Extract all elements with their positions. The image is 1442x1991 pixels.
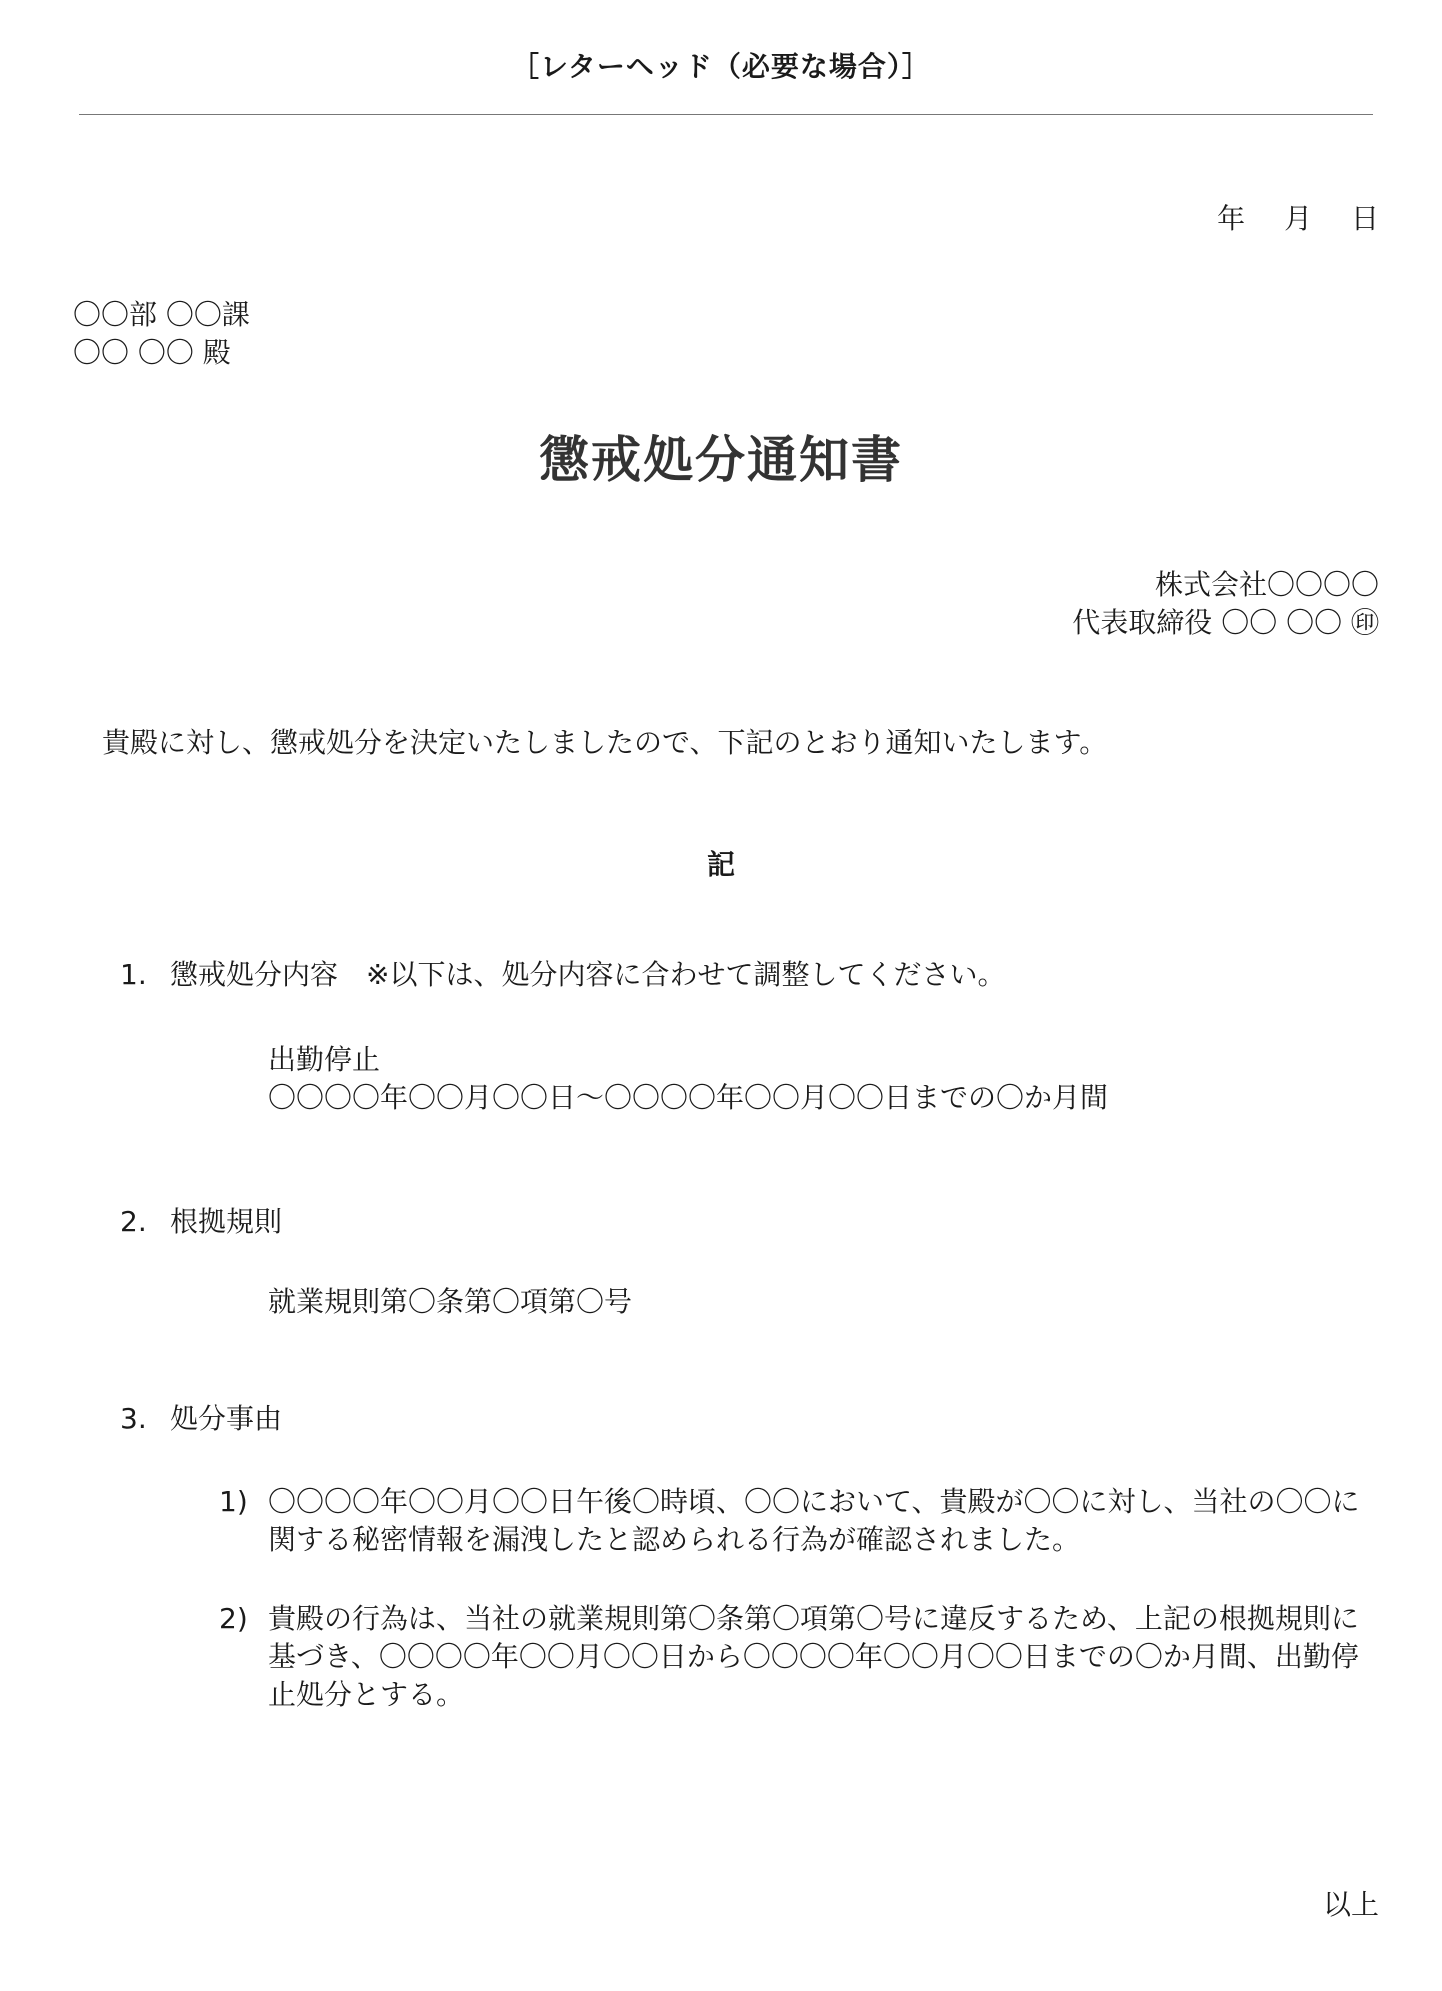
letterhead-divider [79, 114, 1373, 115]
item-2-number: 2. [120, 1205, 147, 1238]
item-3-number: 3. [120, 1402, 147, 1435]
recipient-name: 〇〇 〇〇 殿 [73, 336, 231, 369]
sender-company: 株式会社〇〇〇〇 [1154, 568, 1379, 601]
recipient-block [73, 296, 250, 372]
sender-representative: 代表取締役 〇〇 〇〇 ㊞ [1072, 606, 1379, 639]
item-3-heading: 処分事由 [170, 1402, 283, 1435]
item-1-heading: 懲戒処分内容 ※以下は、処分内容に合わせて調整してください。 [170, 958, 1006, 991]
subitem-1-number: 1) [219, 1485, 248, 1518]
document-title: 懲戒処分通知書 [539, 431, 903, 489]
subitem-2-number: 2) [219, 1602, 248, 1635]
date-line [1187, 200, 1379, 238]
intro-paragraph: 貴殿に対し、懲戒処分を決定いたしましたので、下記のとおり通知いたします。 [102, 726, 1108, 759]
date-year: 年 [1217, 202, 1246, 235]
closing-ijo: 以上 [1322, 1888, 1379, 1921]
item-1-body [268, 1041, 1108, 1117]
item-2-heading: 根拠規則 [170, 1205, 283, 1238]
date-day: 日 [1350, 202, 1379, 235]
item-1-line-1: 出勤停止 [268, 1043, 381, 1076]
letterhead-placeholder: ［レターヘッド（必要な場合）］ [511, 50, 931, 83]
date-month: 月 [1284, 202, 1313, 235]
item-1-line-2: 〇〇〇〇年〇〇月〇〇日～〇〇〇〇年〇〇月〇〇日までの〇か月間 [268, 1081, 1109, 1114]
recipient-department: 〇〇部 〇〇課 [73, 298, 250, 331]
ki-heading: 記 [706, 848, 735, 881]
subitem-1-text: 〇〇〇〇年〇〇月〇〇日午後〇時頃、〇〇において、貴殿が〇〇に対し、当社の〇〇に関する秘密情報を漏洩したと認められる行為が確認されました。 [268, 1485, 1360, 1556]
subitem-2-text: 貴殿の行為は、当社の就業規則第〇条第〇項第〇号に違反するため、上記の根拠規則に基づき、〇〇〇〇年〇〇月〇〇日から〇〇〇〇年〇〇月〇〇日までの〇か月間、出勤停止処分とする。 [268, 1602, 1359, 1711]
item-1-number: 1. [120, 958, 147, 991]
sender-block [1072, 566, 1379, 642]
item-2-line-1: 就業規則第〇条第〇項第〇号 [268, 1285, 633, 1318]
